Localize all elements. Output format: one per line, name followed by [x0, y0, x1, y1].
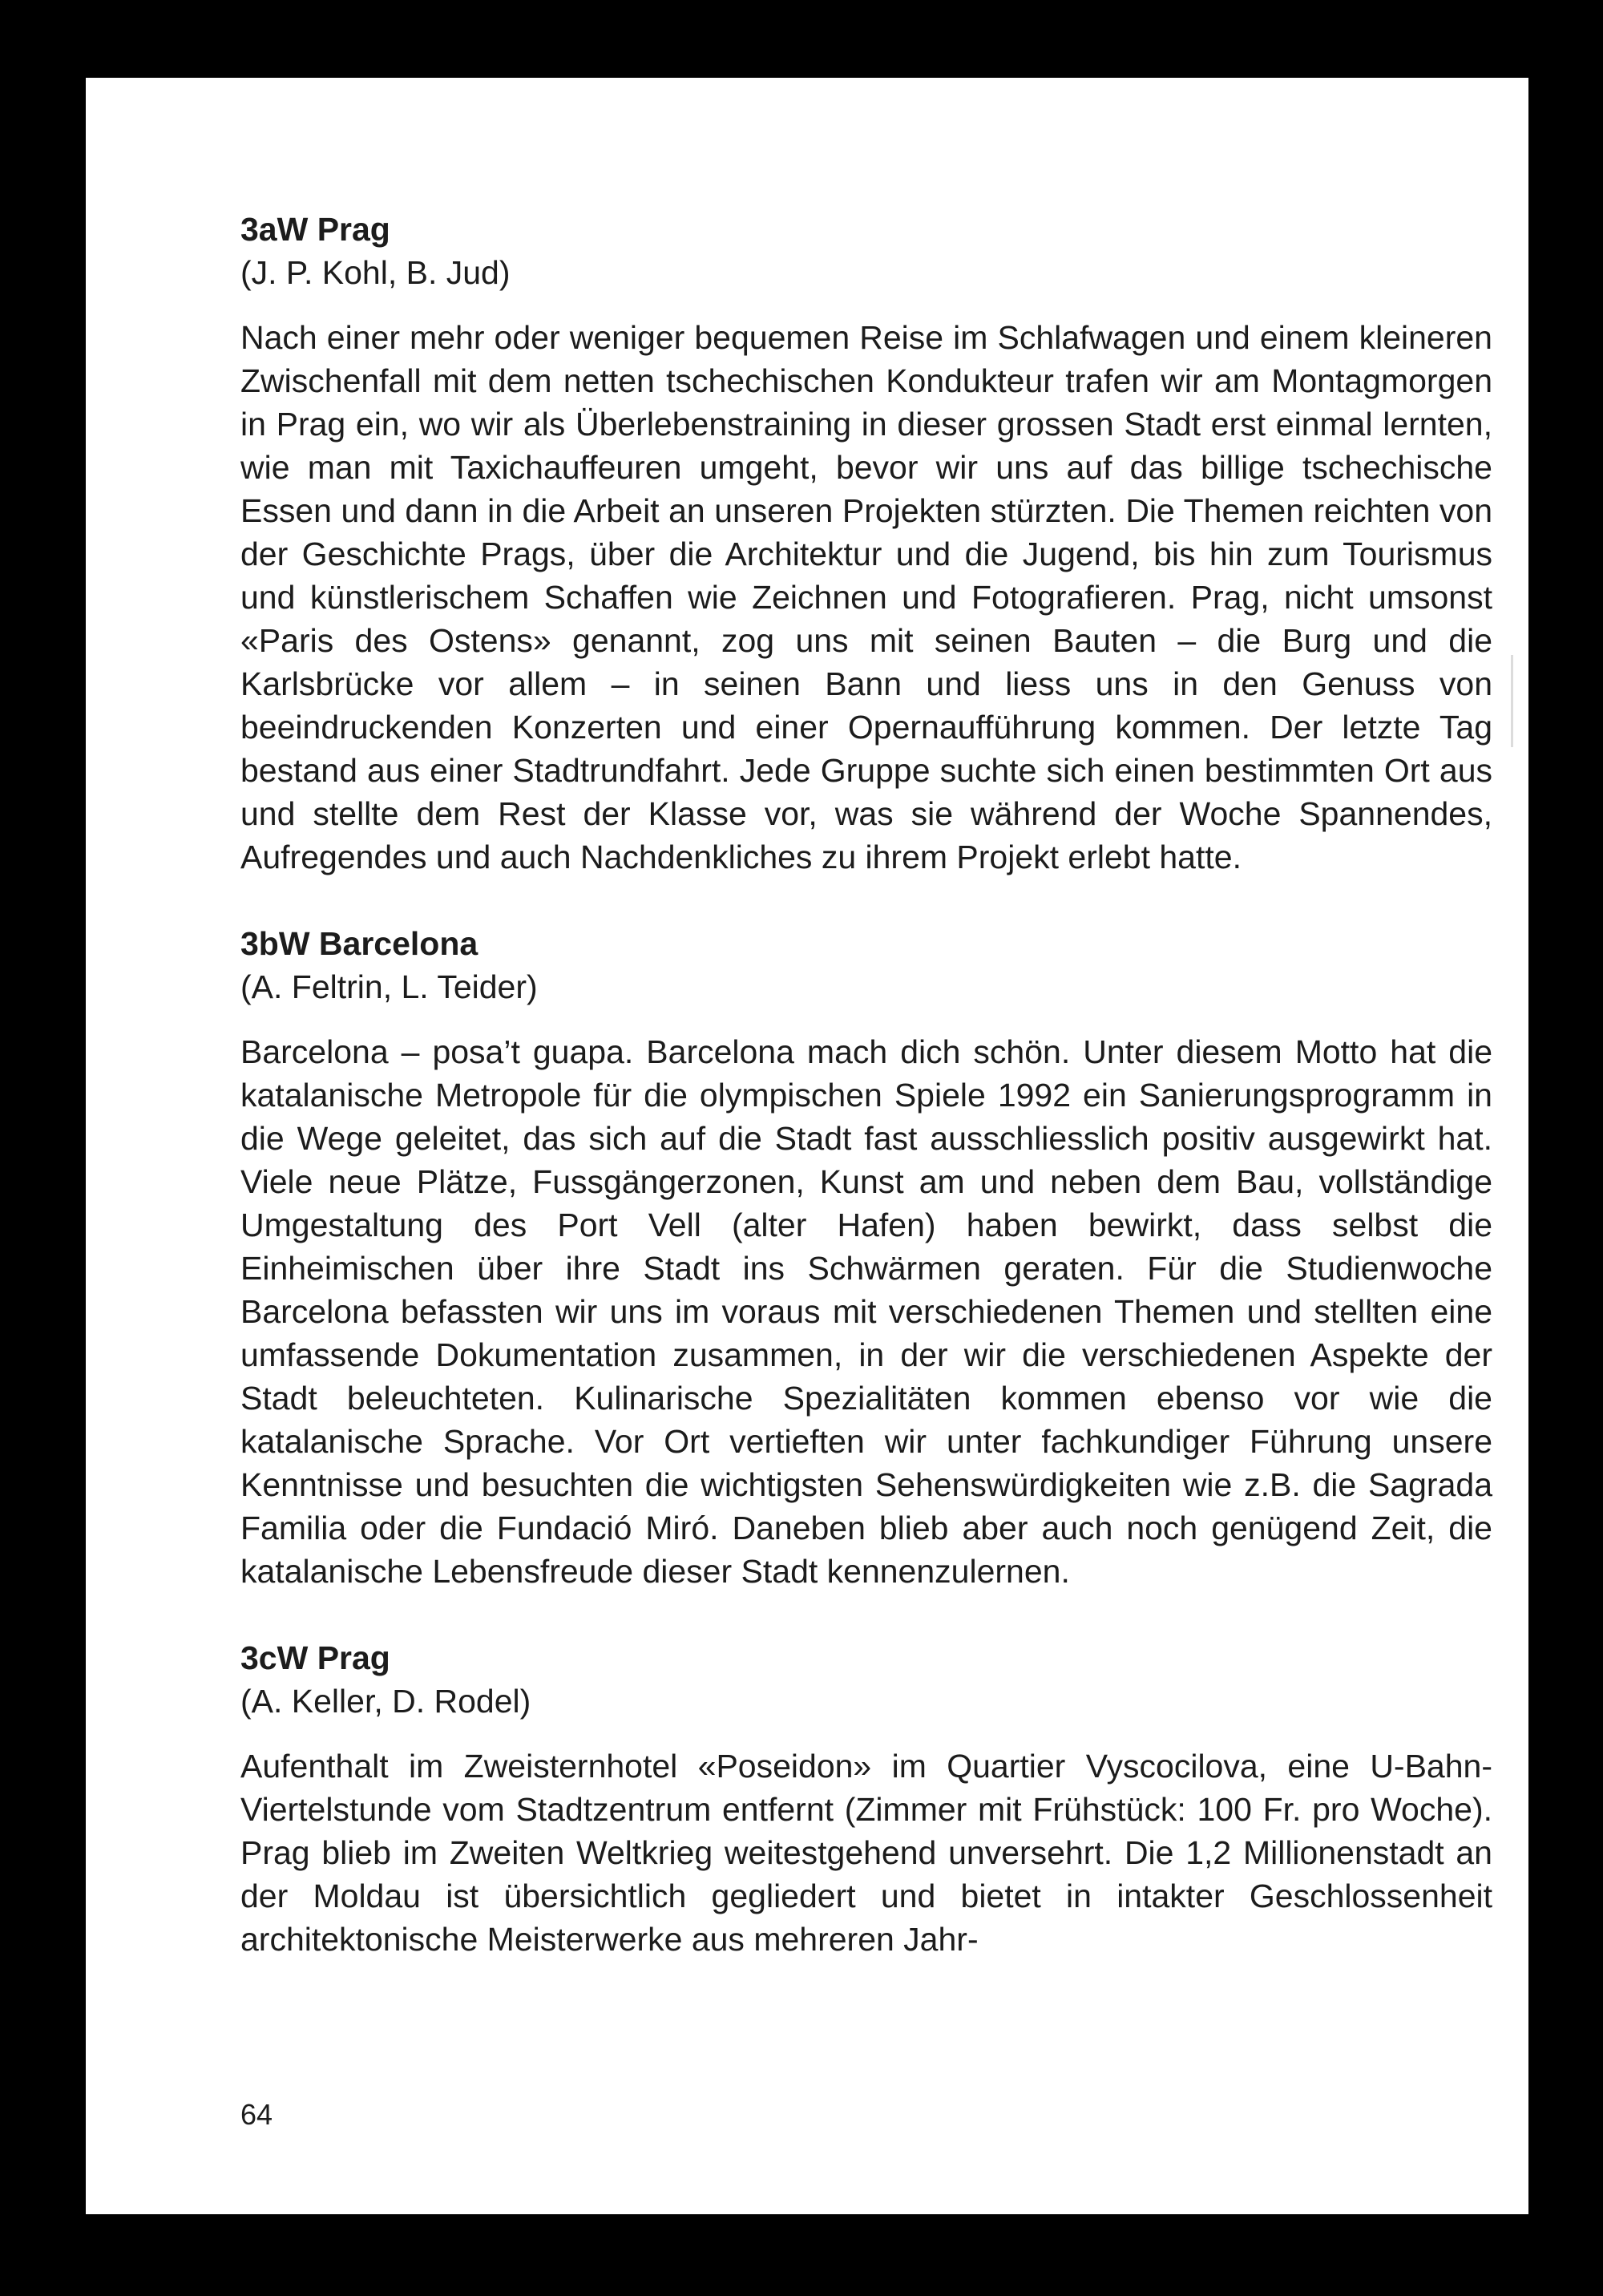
section-body: Barcelona – posa’t guapa. Barcelona mach dich schön. Unter diesem Motto hat die katalanische Metropole für die olympischen Spiele 1992 ein Sanierungsprogramm in die Wege geleitet, das sich auf die Stadt fast ausschliesslich positiv ausgewirkt hat. Viele neue Plätze, Fussgängerzonen, Kunst am und neben dem Bau, vollständige Umgestaltung des Port Vell (alter Hafen) haben bewirkt, dass selbst die Einheimischen über ihre Stadt ins Schwärmen geraten. Für die Studienwoche Barcelona befassten wir uns im voraus mit verschiedenen Themen und stellten eine umfassende Dokumentation zusammen, in der wir die verschiedenen Aspekte der Stadt beleuchteten. Kulinarische Spezialitäten kommen ebenso vor wie die katalanische Sprache. Vor Ort vertieften wir unter fachkundiger Führung unsere Kenntnisse und besuchten die wichtigsten Sehenswürdigkeiten wie z.B. die Sagrada Familia oder die Fundació Miró. Daneben blieb aber auch noch genügend Zeit, die katalanische Lebensfreude dieser Stadt kennenzulernen.	[240, 1033, 1492, 1590]
section-body: Nach einer mehr oder weniger bequemen Reise im Schlafwagen und einem kleineren Zwischenfall mit dem netten tschechischen Kondukteur trafen wir am Montagmorgen in Prag ein, wo wir als Überlebenstraining in dieser grossen Stadt erst einmal lernten, wie man mit Taxichauffeuren umgeht, bevor wir uns auf das billige tschechische Essen und dann in die Arbeit an unseren Projekten stürzten. Die Themen reichten von der Geschichte Prags, über die Architektur und die Jugend, bis hin zum Tourismus und künstlerischem Schaffen wie Zeichnen und Fotografieren. Prag, nicht umsonst «Paris des Ostens» genannt, zog uns mit seinen Bauten – die Burg und die Karlsbrücke vor allem – in seinen Bann und liess uns in den Genuss von beeindruckenden Konzerten und einer Opernaufführung kommen. Der letzte Tag bestand aus einer Stadtrundfahrt. Jede Gruppe suchte sich einen bestimmten Ort aus und stellte dem Rest der Klasse vor, was sie während der Woche Spannendes, Aufregendes und auch Nachdenkliches zu ihrem Projekt erlebt hatte.	[240, 319, 1492, 875]
section-title: 3cW Prag	[240, 1639, 390, 1676]
section-title: 3aW Prag	[240, 211, 390, 248]
section-authors: (A. Feltrin, L. Teider)	[240, 968, 538, 1005]
section-title: 3bW Barcelona	[240, 925, 478, 962]
section-3cw-prag	[240, 1636, 1492, 1961]
page-number: 64	[240, 2098, 273, 2131]
section-3bw-barcelona	[240, 922, 1492, 1593]
scan-edge-mark	[1511, 655, 1513, 747]
section-3aw-prag	[240, 208, 1492, 879]
section-authors: (A. Keller, D. Rodel)	[240, 1683, 531, 1720]
section-authors: (J. P. Kohl, B. Jud)	[240, 254, 511, 291]
section-body: Aufenthalt im Zweisternhotel «Poseidon» im Quartier Vyscocilova, eine U-Bahn-Viertelstunde vom Stadtzentrum entfernt (Zimmer mit Frühstück: 100 Fr. pro Woche). Prag blieb im Zweiten Weltkrieg weitestgehend unversehrt. Die 1,2 Millionenstadt an der Moldau ist übersichtlich gegliedert und bietet in intakter Geschlossenheit architektonische Meisterwerke aus mehreren Jahr-	[240, 1748, 1492, 1958]
document-page	[86, 78, 1528, 2214]
article-content	[240, 208, 1492, 2004]
